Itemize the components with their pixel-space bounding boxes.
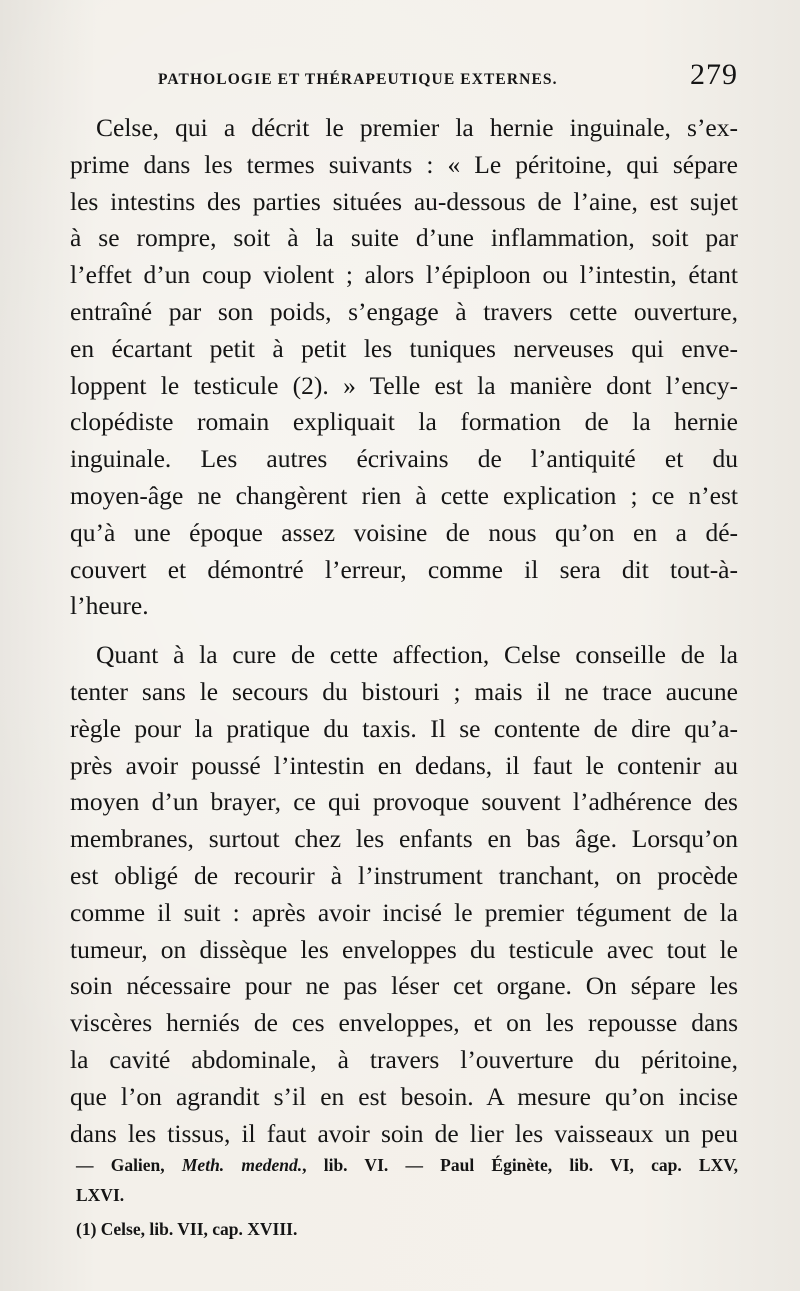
text-line: qu’à une époque assez voisine de nous qu’on en a dé- [70, 517, 738, 547]
text-line: Quant à la cure de cette affection, Celse conseille de la [96, 640, 738, 670]
footnote-continuation-line2: LXVI. [76, 1185, 125, 1205]
main-text [70, 110, 738, 1152]
paragraph-2 [70, 637, 738, 1152]
text-line: viscères herniés de ces enveloppes, et on les repousse dans [70, 1008, 738, 1038]
text-line: membranes, surtout chez les enfants en bas âge. Lorsqu’on [70, 824, 738, 854]
footnote-work-title: Meth. medend. [181, 1155, 303, 1175]
text-line: l’heure. [70, 591, 149, 621]
text-line: moyen-âge ne changèrent rien à cette explication ; ce n’est [70, 480, 738, 510]
text-line: couvert et démontré l’erreur, comme il sera dit tout-à- [70, 554, 738, 584]
footnotes [76, 1150, 738, 1244]
text-line: moyen d’un brayer, ce qui provoque souvent l’adhérence des [70, 787, 738, 817]
text-line: entraîné par son poids, s’engage à travers cette ouverture, [70, 296, 738, 326]
paragraph-1 [70, 110, 738, 625]
text-line: Celse, qui a décrit le premier la hernie inguinale, s’ex- [96, 113, 738, 142]
page-number: 279 [690, 58, 738, 91]
text-line: prime dans les termes suivants : « Le péritoine, qui sépare [70, 149, 738, 179]
footnote-text: — Galien, [76, 1155, 182, 1175]
text-line: près avoir poussé l’intestin en dedans, il faut le contenir au [70, 750, 738, 780]
paragraph-gap [70, 625, 738, 637]
footnote-1: (1) Celse, lib. VII, cap. XVIII. [76, 1219, 298, 1239]
footnote-continuation [76, 1150, 738, 1180]
text-line: en écartant petit à petit les tuniques nerveuses qui enve- [70, 333, 738, 363]
text-line: clopédiste romain expliquait la formation de la hernie [70, 407, 738, 437]
text-line: tumeur, on dissèque les enveloppes du testicule avec tout le [70, 934, 738, 964]
footnote-text: , lib. VI. — Paul Éginète, lib. VI, cap. LXV, [302, 1155, 738, 1175]
text-line: comme il suit : après avoir incisé le premier tégument de la [70, 897, 738, 927]
text-line: dans les tissus, il faut avoir soin de lier les vaisseaux un peu [70, 1118, 738, 1148]
text-line: loppent le testicule (2). » Telle est la manière dont l’ency- [70, 370, 738, 400]
text-line: la cavité abdominale, à travers l’ouverture du péritoine, [70, 1044, 738, 1074]
page-header [158, 58, 738, 104]
running-title: PATHOLOGIE ET THÉRAPEUTIQUE EXTERNES. [158, 71, 558, 88]
text-line: règle pour la pratique du taxis. Il se contente de dire qu’a- [70, 713, 738, 743]
text-line: que l’on agrandit s’il en est besoin. A mesure qu’on incise [70, 1081, 738, 1111]
text-line: soin nécessaire pour ne pas léser cet organe. On sépare les [70, 971, 738, 1001]
text-line: l’effet d’un coup violent ; alors l’épiploon ou l’intestin, étant [70, 260, 738, 290]
text-line: tenter sans le secours du bistouri ; mais il ne trace aucune [70, 676, 738, 706]
text-line: à se rompre, soit à la suite d’une inflammation, soit par [70, 223, 738, 253]
text-line: inguinale. Les autres écrivains de l’antiquité et du [70, 444, 738, 474]
text-line: est obligé de recourir à l’instrument tranchant, on procède [70, 860, 738, 890]
text-line: les intestins des parties situées au-dessous de l’aine, est sujet [70, 186, 738, 216]
